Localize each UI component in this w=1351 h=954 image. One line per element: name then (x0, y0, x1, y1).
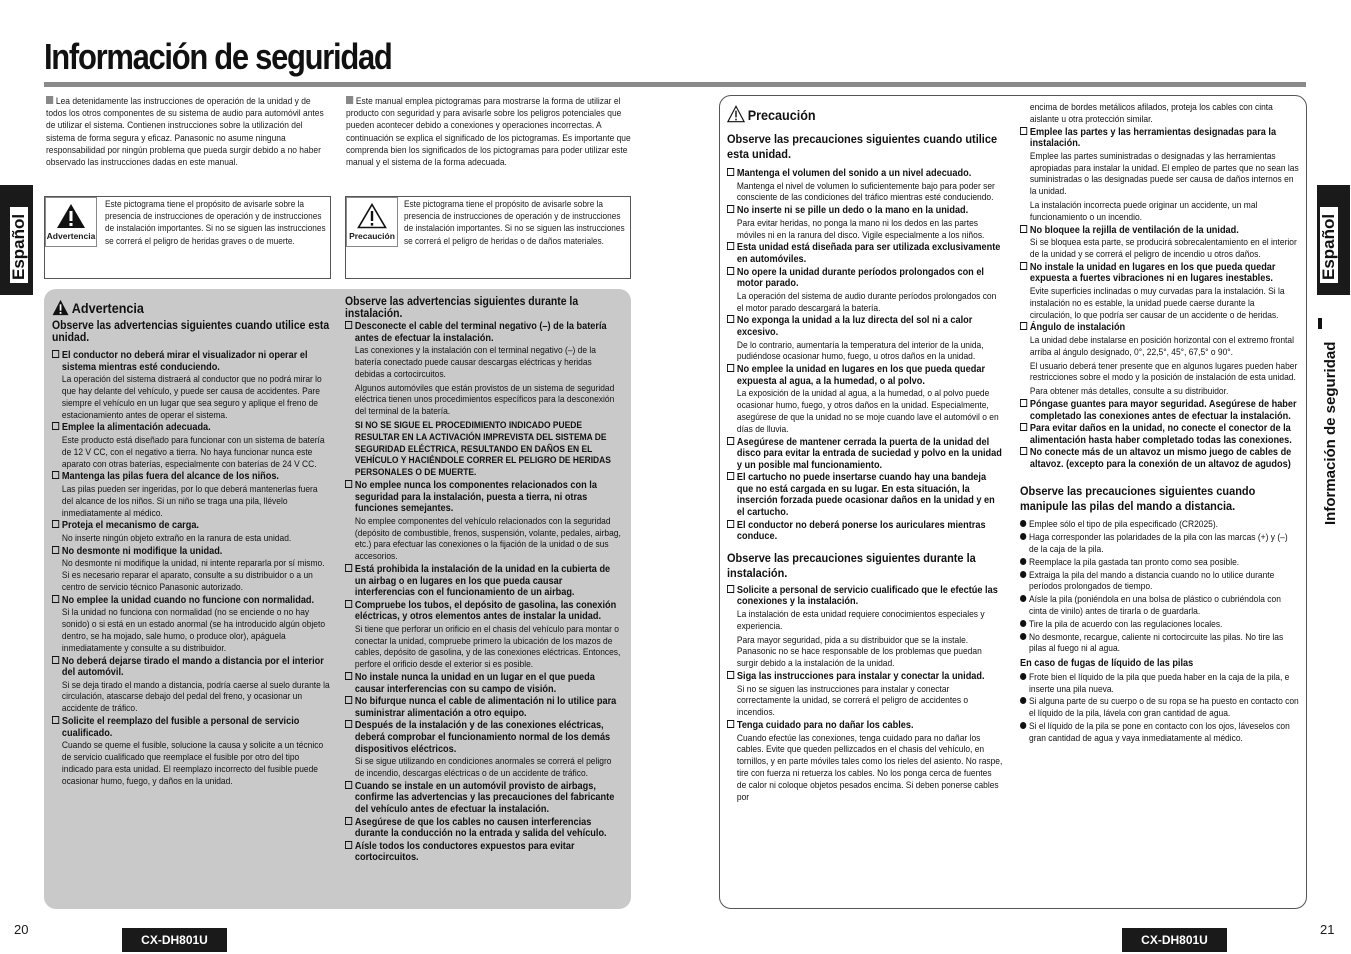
item-description: Cuando se queme el fusible, solucione la causa y solicite a un técnico de servicio cualificado que reemplace el fusible por otro del tipo indicado para esta unidad. El reemplazo incorrecto del fusible puede ocasionar humo, fuego, y daños en la unidad. (61, 739, 324, 786)
checkbox-bullet-icon (727, 267, 734, 275)
caution-col1-list-2 (727, 585, 1002, 803)
checkbox-bullet-icon (727, 364, 734, 372)
item-title: Mantenga el volumen del sonido a un nivel adecuado. (727, 168, 1002, 180)
bullet-dot-icon (1020, 697, 1026, 704)
bullet-item: Aísle la pila (poniéndola en una bolsa de plástico o cubriéndola con cinta de vinilo) antes de tirarla o de guardarla. (1020, 593, 1299, 617)
battery-bullet-list (1020, 518, 1299, 654)
bullet-item: Reemplace la pila gastada tan pronto como sea posible. (1020, 556, 1299, 568)
item-description: Si se sigue utilizando en condiciones anormales se correrá el peligro de incendio, descargas eléctricas o de un accidente de tráfico. (354, 755, 612, 779)
checkbox-bullet-icon (727, 315, 734, 323)
item-description: Cuando efectúe las conexiones, tenga cuidado para no dañar los cables. Evite que queden pellizcados en el chasis del vehículo, en tornillos, y en parte móviles tales como los rieles del asiento. No raspe, tire con fuerza ni retuerza los cables. No los ponga cerca de fuentes de calor ni coloque objetos pesados encima. Si deben ponerse cables por (736, 731, 1003, 802)
checkbox-bullet-icon (727, 472, 734, 480)
checkbox-bullet-icon (345, 321, 352, 329)
checkbox-bullet-icon (345, 696, 352, 704)
checkbox-bullet-icon (345, 781, 352, 789)
caution-col-2 (1020, 101, 1299, 745)
item-title: Solicite a personal de servicio cualificado que le efectúe las conexiones y la instalación. (727, 585, 1002, 608)
item-title: Solicite el reemplazo del fusible a personal de servicio cualificado. (52, 716, 331, 739)
warning-heading: Advertencia (71, 300, 144, 316)
bullet-item: Tire la pila de acuerdo con las regulaciones locales. (1020, 618, 1299, 630)
item-description: Mantenga el nivel de volumen lo suficientemente bajo para poder ser consciente de las condiciones del tráfico mientras esté conduciendo. (736, 179, 995, 203)
checkbox-bullet-icon (1020, 447, 1027, 455)
item-title: Para evitar daños en la unidad, no conecte el conector de la alimentación hasta haber completado todas las conexiones. (1020, 423, 1299, 446)
item-title: Póngase guantes para mayor seguridad. Asegúrese de haber completado las conexiones antes de efectuar la instalación. (1020, 399, 1299, 422)
checkbox-bullet-icon (727, 168, 734, 176)
item-description: La unidad debe instalarse en posición horizontal con el extremo frontal arriba al ángulo designado, 0°, 22,5°, 45°, 67,5° o 90°. (1029, 333, 1294, 357)
warning-col-1 (52, 299, 331, 788)
item-title: Compruebe los tubos, el depósito de gasolina, las conexión eléctricas, y otros elementos antes de instalar la unidad. (345, 600, 622, 623)
item-title: Aísle todos los conductores expuestos para evitar cortocircuitos. (345, 841, 622, 864)
checkbox-bullet-icon (345, 817, 352, 825)
caution-col2-subheading: Observe las precauciones siguientes cuando manipule las pilas del mando a distancia. (1020, 484, 1256, 514)
item-description: La operación del sistema de audio durante períodos prolongados con el motor parado descargará la batería. (736, 289, 997, 313)
checkbox-bullet-icon (727, 437, 734, 445)
item-description: Para evitar heridas, no ponga la mano ni los dedos en las partes móviles ni en la ranura del disco. Vigile especialmente a los niños. (736, 216, 985, 240)
item-description: Si la unidad no funciona con normalidad (no se enciende o no hay sonido) o si está en un estado anormal (se ha introducido algún objeto dentro, se ha mojado, sale humo, o produce olor), apáguela inmediatamente y consulte a su distribuidor. (61, 606, 326, 653)
caution-col-1 (727, 105, 1002, 804)
item-title: No emplee la unidad cuando no funcione con normalidad. (52, 595, 331, 607)
item-description: La instalación de esta unidad requiere conocimientos especiales y experiencia. (736, 608, 985, 631)
checkbox-bullet-icon (1020, 399, 1027, 407)
warning-col-2 (345, 296, 622, 864)
item-title: El conductor no deberá mirar el visualizador ni operar el sistema mientras esté conduciendo. (52, 350, 331, 373)
checkbox-bullet-icon (52, 656, 59, 664)
item-title: No conecte más de un altavoz un mismo juego de cables de altavoz. (excepto para la conexión de un altavoz de agudos) (1020, 447, 1299, 470)
pictogram-warning-text: Este pictograma tiene el propósito de avisarle sobre la presencia de instrucciones de operación y de instrucciones de instalación importantes. Si no se siguen las instrucciones se correrá el peligro de heridas graves o de muerte. (105, 199, 326, 246)
item-title: El conductor no deberá ponerse los auriculares mientras conduce. (727, 520, 1002, 543)
warning-triangle-icon (56, 203, 86, 229)
item-title: El cartucho no puede insertarse cuando hay una bandeja que no está cargada en su lugar. En esta situación, la inserción forzada puede ocasionar daños en la unidad y en el cartucho. (727, 472, 1002, 518)
item-description: Si se bloquea esta parte, se producirá sobrecalentamiento en el interior de la unidad y se correrá el peligro de incendio u otros daños. (1029, 236, 1297, 259)
side-section-bar (1318, 318, 1322, 329)
item-title: No deberá dejarse tirado el mando a distancia por el interior del automóvil. (52, 656, 331, 679)
item-description: Las conexiones y la instalación con el terminal negativo (–) de la batería conectado puede causar descargas eléctricas y heridas debidas a cortocircuitos. (354, 344, 596, 379)
leak-bullet-list (1020, 671, 1299, 744)
item-title: No emplee la unidad en lugares en los que pueda quedar expuesta al agua, a la humedad, o al polvo. (727, 364, 1002, 387)
bullet-item: Si alguna parte de su cuerpo o de su ropa se ha puesto en contacto con el líquido de la pila, lávela con gran cantidad de agua. (1020, 695, 1299, 719)
item-description: La operación del sistema distraerá al conductor que no podrá mirar lo que hay delante del vehículo, y puede ser causa de accidentes. Pare siempre el vehículo en un lugar que sea seguro y aplique el freno de estacionamiento antes de operar el sistema. (61, 373, 322, 420)
item-title: No inserte ni se pille un dedo o la mano en la unidad. (727, 205, 1002, 217)
checkbox-bullet-icon (345, 720, 352, 728)
caution-heading-icon (727, 105, 745, 123)
checkbox-bullet-icon (52, 716, 59, 724)
item-title: Emplee la alimentación adecuada. (52, 422, 331, 434)
warning-col1-subheading: Observe las advertencias siguientes cuando utilice esta unidad. (52, 319, 330, 344)
pictogram-warning-box (44, 196, 331, 279)
bullet-dot-icon (1020, 673, 1026, 680)
title-rule (44, 82, 1306, 87)
checkbox-bullet-icon (52, 350, 59, 358)
pictogram-caution-box (345, 196, 631, 279)
item-title: Ángulo de instalación (1020, 322, 1299, 334)
item-title: No emplee nunca los componentes relacionados con la seguridad para la instalación, puesta a tierra, ni otras funciones semejantes. (345, 480, 622, 515)
bullet-dot-icon (1020, 633, 1026, 640)
side-section-label: Información de seguridad (1322, 341, 1339, 525)
bullet-dot-icon (1020, 595, 1026, 602)
checkbox-bullet-icon (727, 520, 734, 528)
item-description: No desmonte ni modifique la unidad, ni intente repararla por sí mismo. Si es necesario reparar el aparato, consulte a su distribuidor o a un centro de servicio técnico Panasonic autorizado. (61, 557, 325, 592)
pictogram-caution-label: Precaución (349, 231, 395, 241)
bullet-item: Si el líquido de la pila se pone en contacto con los ojos, láveselos con gran cantidad de agua y vaya inmediatamente al médico. (1020, 720, 1299, 744)
bullet-item: Frote bien el líquido de la pila que pueda haber en la caja de la pila, e inserte una pila nueva. (1020, 671, 1299, 695)
item-title: Emplee las partes y las herramientas designadas para la instalación. (1020, 127, 1299, 150)
model-badge-left: CX-DH801U (122, 928, 227, 952)
item-title: No opere la unidad durante períodos prolongados con el motor parado. (727, 267, 1002, 290)
checkbox-bullet-icon (1020, 127, 1027, 135)
checkbox-bullet-icon (52, 595, 59, 603)
item-title: Proteja el mecanismo de carga. (52, 520, 331, 532)
item-title: No exponga la unidad a la luz directa del sol ni a calor excesivo. (727, 315, 1002, 338)
checkbox-bullet-icon (345, 672, 352, 680)
item-description: La exposición de la unidad al agua, a la humedad, o al polvo puede ocasionar humo, fuego, y otros daños en la unidad. Especialmente, asegúrese de que la unidad no se moje cuando lave el automóvil o en días de lluvia. (736, 387, 999, 434)
item-description: No emplee componentes del vehículo relacionados con la seguridad (depósito de combustible, frenos, suspensión, volante, pedales, airbag, etc.) para efectuar las conexiones o la fijación de la unidad o de sus accesorios. (354, 514, 621, 562)
item-description: Algunos automóviles que están provistos de un sistema de seguridad eléctrica tienen unos procedimientos específicos para la desconexión del terminal de la batería. (354, 381, 615, 417)
checkbox-bullet-icon (345, 600, 352, 608)
checkbox-bullet-icon (727, 242, 734, 250)
item-title: Cuando se instale en un automóvil provisto de airbags, confirme las advertencias y las precauciones del fabricante del vehículo antes de efectuar la instalación. (345, 781, 622, 816)
bullet-dot-icon (1020, 571, 1026, 578)
checkbox-bullet-icon (345, 480, 352, 488)
warning-heading-icon (52, 299, 69, 316)
item-title: No instale la unidad en lugares en los que pueda quedar expuesta a fuertes vibraciones ni en lugares inestables. (1020, 262, 1299, 285)
pictogram-warning-label: Advertencia (46, 231, 96, 241)
item-description: Para mayor seguridad, pida a su distribuidor que se la instale. Panasonic no se hace responsable de los problemas que puedan surgir debido a la instalación de la unidad. (736, 633, 982, 669)
item-title: No desmonte ni modifique la unidad. (52, 546, 331, 558)
item-description: De lo contrario, aumentaría la temperatura del interior de la unida, pudiéndose ocasionar humo, fuego, u otros daños en la unidad. (736, 338, 984, 362)
warning-col2-list (345, 321, 622, 864)
checkbox-bullet-icon (52, 422, 59, 430)
checkbox-bullet-icon (52, 471, 59, 479)
bullet-item: Extraiga la pila del mando a distancia cuando no lo utilice durante períodos prolongados de tiempo. (1020, 569, 1299, 593)
item-description: La instalación incorrecta puede originar un accidente, un mal funcionamiento o un incendio. (1029, 198, 1258, 222)
item-title: Asegúrese de mantener cerrada la puerta de la unidad del disco para evitar la entrada de suciedad y polvo en la unidad y un posible mal funcionamiento. (727, 437, 1002, 472)
page-title: Información de seguridad (44, 36, 392, 77)
intro-right: Este manual emplea pictogramas para mostrarse la forma de utilizar el producto con seguridad y para avisarle sobre los peligros potenciales que pueden acontecer debido a conexiones y operaciones incorrectas. A continuación se explica el significado de los pictogramas. Es importante que comprenda bien los significados de los pictogramas para poder utilizar este manual y el sistema de la forma adecuada. (346, 95, 631, 168)
item-description: Si tiene que perforar un orificio en el chasis del vehículo para montar o conectar la unidad, compruebe primero la ubicación de los mazos de cables, depósito de gasolina, y de las conexiones eléctricas. Entonces, perfore el orificio desde el exterior si es posible. (354, 622, 621, 670)
leak-heading: En caso de fugas de líquido de las pilas (1020, 658, 1194, 670)
item-description: Para obtener más detalles, consulte a su distribuidor. (1029, 385, 1229, 397)
item-description: Este producto está diseñado para funcionar con un sistema de batería de 12 V CC, con el negativo a tierra. No haya funcionar nunca este aparato con otras baterías, especialmente con baterías de 24 V CC. (61, 433, 325, 469)
item-description: No inserte ningún objeto extraño en la ranura de esta unidad. (61, 531, 292, 543)
caution-col2-list (1020, 127, 1299, 471)
item-title: Desconecte el cable del terminal negativo (–) de la batería antes de efectuar la instalación. (345, 321, 622, 344)
item-description: Si no se siguen las instrucciones para instalar y conectar correctamente la unidad, se correrá el peligro de accidentes o incendios. (736, 682, 969, 718)
pictogram-caution-text: Este pictograma tiene el propósito de avisarle sobre la presencia de instrucciones de operación y de instrucciones de instalación importantes. Si no se siguen las instrucciones se correrá el peligro de heridas o de daños materiales. (404, 199, 625, 246)
bullet-dot-icon (1020, 558, 1026, 565)
checkbox-bullet-icon (52, 520, 59, 528)
bullet-dot-icon (1020, 520, 1026, 527)
checkbox-bullet-icon (1020, 262, 1027, 270)
item-title: No bloquee la rejilla de ventilación de la unidad. (1020, 225, 1299, 237)
caution-col1-subheading: Observe las precauciones siguientes cuando utilice esta unidad. (727, 132, 998, 161)
checkbox-bullet-icon (52, 546, 59, 554)
bullet-dot-icon (1020, 533, 1026, 540)
caution-col1-list (727, 168, 1002, 543)
model-badge-right: CX-DH801U (1122, 928, 1227, 952)
side-tab-left-label: Español (9, 213, 28, 280)
item-title: Asegúrese de que los cables no causen interferencias durante la conducción no la entrada y salida del vehículo. (345, 817, 622, 840)
page-number-right: 21 (1320, 922, 1335, 937)
checkbox-bullet-icon (1020, 322, 1027, 330)
page-number-left: 20 (14, 922, 29, 937)
checkbox-bullet-icon (345, 564, 352, 572)
checkbox-bullet-icon (727, 720, 734, 728)
side-tab-right-label: Español (1319, 213, 1338, 280)
caution-triangle-icon (357, 203, 387, 229)
checkbox-bullet-icon (727, 671, 734, 679)
item-title: Está prohibida la instalación de la unidad en la cubierta de un airbag o en lugares en los que pueda causar interferencias con el funcionamiento de un airbag. (345, 564, 622, 599)
caution-heading: Precaución (747, 107, 816, 123)
bullet-item: No desmonte, recargue, caliente ni cortocircuite las pilas. No tire las pilas al fuego ni al agua. (1020, 631, 1299, 655)
warning-col1-list (52, 350, 331, 786)
bullet-dot-icon (1020, 722, 1026, 729)
checkbox-bullet-icon (727, 205, 734, 213)
caution-col1-subheading-2: Observe las precauciones siguientes durante la instalación. (727, 550, 976, 580)
bullet-item: Haga corresponder las polaridades de la pila con las marcas (+) y (–) de la caja de la pila. (1020, 531, 1299, 555)
item-title: Esta unidad está diseñada para ser utilizada exclusivamente en automóviles. (727, 242, 1002, 265)
item-description: El usuario deberá tener presente que en algunos lugares pueden haber restricciones sobre el modo y la posición de instalación de esta unidad. (1029, 359, 1298, 383)
item-title: No bifurque nunca el cable de alimentación ni lo utilice para suministrar alimentación a otro equipo. (345, 696, 622, 719)
item-caps-warning: SI NO SE SIGUE EL PROCEDIMIENTO INDICADO PUEDE RESULTAR EN LA ACTIVACIÓN IMPREVISTA DEL SISTEMA DE SEGURIDAD ELÉCTRICA, RESULTANDO EN DAÑOS EN EL VEHÍCULO Y HACIÉNDOLE CORRER EL PELIGRO DE HERIDAS PERSONALES O DE MUERTE. (354, 418, 611, 478)
item-title: No instale nunca la unidad en un lugar en el que pueda causar interferencias con su campo de visión. (345, 672, 622, 695)
bullet-dot-icon (1020, 620, 1026, 627)
bullet-item: Emplee sólo el tipo de pila especificado (CR2025). (1020, 518, 1299, 530)
item-title: Mantenga las pilas fuera del alcance de los niños. (52, 471, 331, 483)
checkbox-bullet-icon (345, 841, 352, 849)
item-description: Evite superficies inclinadas o muy curvadas para la instalación. Si la instalación no es estable, la unidad puede caerse durante la circulación, lo que podría ser causar de un accidente o de heridas. (1029, 284, 1285, 320)
checkbox-bullet-icon (727, 585, 734, 593)
caution-col2-continuation: encima de bordes metálicos afilados, proteja los cables con cinta aislante u otra protección similar. (1029, 101, 1273, 124)
item-title: Después de la instalación y de las conexiones eléctricas, deberá comprobar el funcionamiento normal de los demás dispositivos eléctricos. (345, 720, 622, 755)
item-description: Si se deja tirado el mando a distancia, podría caerse al suelo durante la circulación, atascarse debajo del pedal del freno, y ocasionar un accidente de tráfico. (61, 678, 330, 714)
intro-left: Lea detenidamente las instrucciones de operación de la unidad y de todos los otros componentes de su sistema de audio para automóvil antes de utilizar el sistema. Contienen instrucciones sobre la utilización del sistema de forma segura y eficaz. Panasonic no asume ninguna responsabilidad por ningún problema que pueda surgir debido a no haber observado las instrucciones dadas en este manual. (46, 95, 324, 168)
checkbox-bullet-icon (1020, 423, 1027, 431)
item-title: Tenga cuidado para no dañar los cables. (727, 720, 1002, 732)
item-title: Siga las instrucciones para instalar y conectar la unidad. (727, 671, 1002, 683)
checkbox-bullet-icon (1020, 225, 1027, 233)
item-description: Las pilas pueden ser ingeridas, por lo que deberá mantenerlas fuera del alcance de los niños. Si un niño se traga una pila, llévelo inmediatamente al médico. (61, 482, 318, 518)
item-description: Emplee las partes suministradas o designadas y las herramientas apropiadas para instalar la unidad. El empleo de partes que no sean las suministradas o las designadas puede ser causa de daños internos en la unidad. (1029, 149, 1299, 197)
warning-col2-subheading: Observe las advertencias siguientes durante la instalación. (345, 295, 579, 320)
